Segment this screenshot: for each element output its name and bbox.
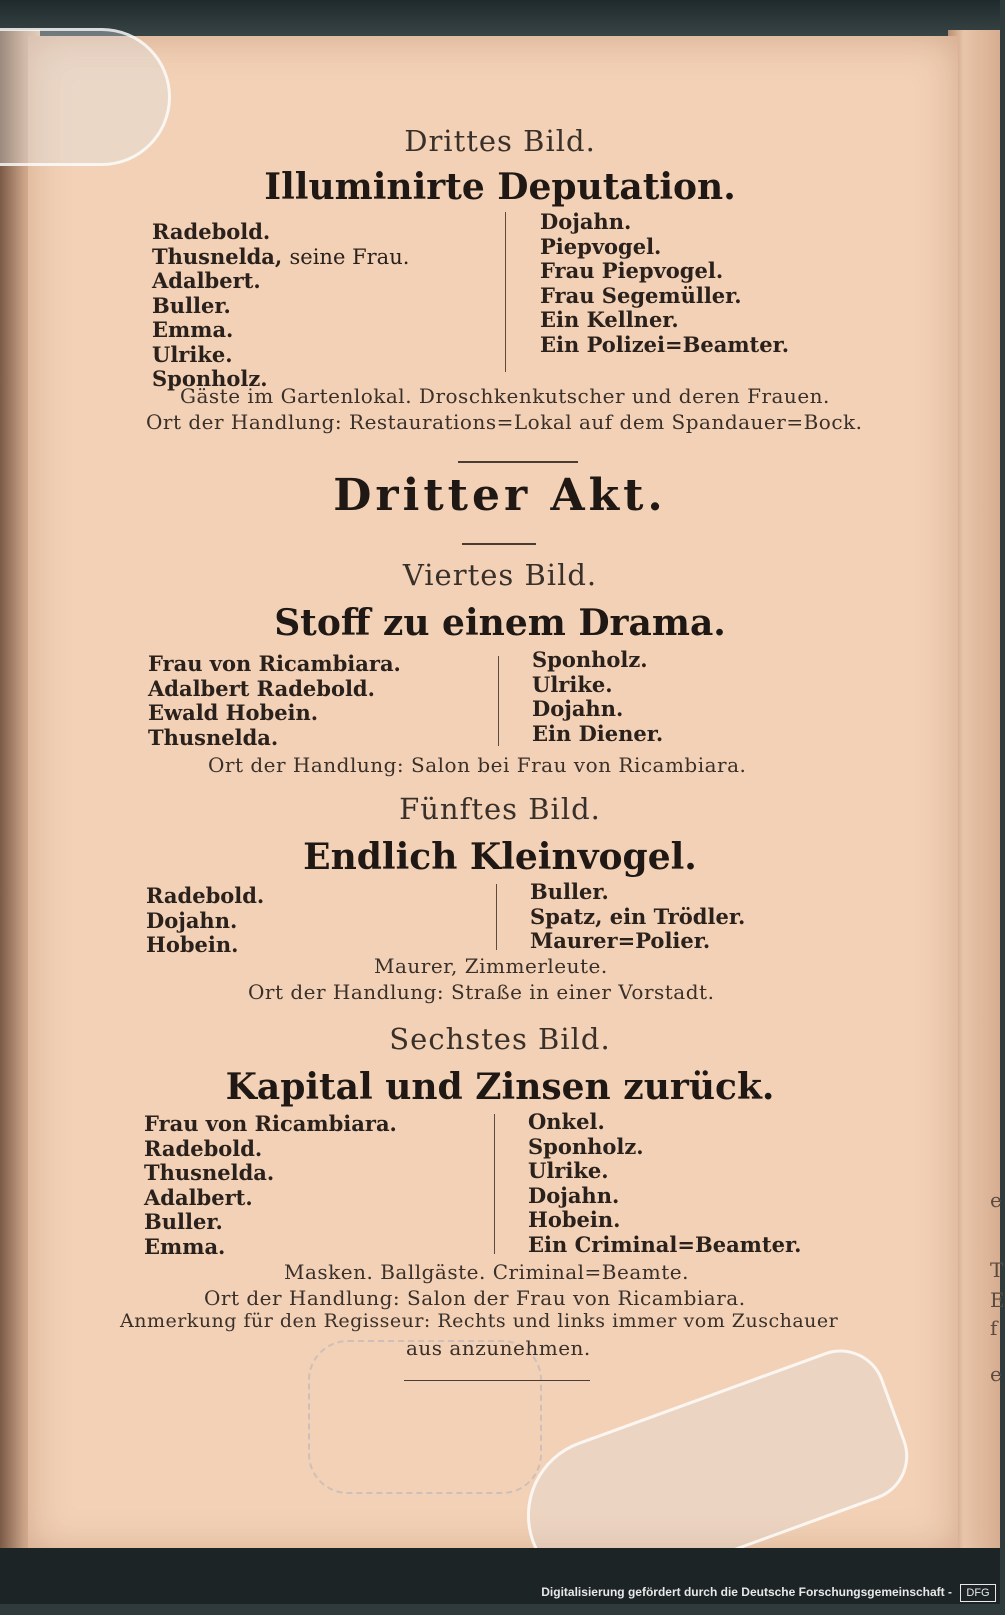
cast-name: Dojahn.	[146, 907, 238, 933]
director-note: Anmerkung für den Regisseur: Rechts und links immer vom Zuschauer	[120, 1310, 839, 1332]
bild6-place: Ort der Handlung: Salon der Frau von Ricambiara.	[204, 1286, 746, 1310]
bild3-title: Illuminirte Deputation.	[264, 166, 736, 208]
column-divider	[496, 884, 497, 950]
bild3-heading: Drittes Bild.	[404, 124, 596, 158]
cast-name: Hobein.	[528, 1207, 621, 1232]
cast-name: Thusnelda.	[144, 1160, 275, 1185]
bild3-cast-left	[152, 220, 409, 392]
director-note-continued: aus anzunehmen.	[406, 1336, 591, 1360]
adjacent-page-letter: f	[990, 1316, 998, 1340]
bild4-heading: Viertes Bild.	[402, 558, 598, 592]
bild6-cast-right	[528, 1110, 801, 1257]
bild5-cast-left	[146, 884, 264, 958]
bild5-heading: Fünftes Bild.	[399, 792, 601, 826]
cast-name: Buller.	[144, 1209, 223, 1234]
cast-name: Sponholz.	[152, 366, 268, 391]
bild6-title: Kapital und Zinsen zurück.	[225, 1066, 775, 1108]
cast-name: Frau von Ricambiara.	[144, 1111, 397, 1136]
adjacent-page-letter: e	[990, 1362, 1002, 1386]
cast-name: Buller.	[152, 292, 231, 318]
cast-name: Thusnelda.	[148, 724, 279, 750]
cast-name: Ulrike.	[152, 341, 233, 367]
bild5-title: Endlich Kleinvogel.	[303, 836, 697, 878]
bild4-cast-left	[148, 652, 401, 750]
cast-name: Ewald Hobein.	[148, 700, 319, 725]
cast-name: Ulrike.	[528, 1158, 609, 1183]
bild5-extras: Maurer, Zimmerleute.	[374, 954, 608, 978]
bild5-place: Ort der Handlung: Straße in einer Vorstadt.	[248, 980, 715, 1004]
bild6-extras: Masken. Ballgäste. Criminal=Beamte.	[284, 1260, 689, 1284]
cast-role: seine Frau.	[289, 244, 410, 269]
cast-name: Piepvogel.	[540, 233, 662, 259]
column-divider	[505, 212, 506, 372]
cast-name: Emma.	[152, 317, 234, 342]
section-rule	[458, 461, 578, 463]
cast-name: Hobein.	[146, 932, 239, 957]
cast-name: Emma.	[144, 1233, 226, 1259]
cast-name: Frau von Ricambiara.	[148, 651, 401, 676]
column-divider	[498, 656, 499, 746]
column-divider	[494, 1114, 495, 1254]
page-clip-top	[0, 28, 171, 166]
cast-name: Frau Piepvogel.	[540, 258, 724, 283]
funding-credit: Digitalisierung gefördert durch die Deutsche Forschungsgemeinschaft -	[541, 1585, 952, 1599]
act-title: Dritter Akt.	[333, 470, 667, 521]
cast-name: Sponholz.	[532, 647, 648, 672]
bild6-cast-left	[144, 1112, 397, 1259]
cast-name: Spatz, ein Trödler.	[530, 903, 746, 929]
cast-name: Ein Polizei=Beamter.	[540, 331, 790, 357]
bild3-place: Ort der Handlung: Restaurations=Lokal auf dem Spandauer=Bock.	[146, 410, 863, 434]
section-rule	[462, 543, 536, 545]
cast-name: Dojahn.	[540, 209, 632, 234]
closing-rule	[404, 1380, 590, 1381]
cast-name: Ulrike.	[532, 671, 613, 697]
bild6-heading: Sechstes Bild.	[389, 1022, 611, 1056]
cast-name: Adalbert.	[152, 268, 261, 293]
cast-name: Dojahn.	[528, 1182, 620, 1208]
cast-name: Buller.	[530, 879, 609, 904]
cast-name: Adalbert.	[144, 1184, 253, 1210]
bild5-cast-right	[530, 880, 745, 954]
cast-name: Radebold.	[146, 883, 265, 908]
bild4-title: Stoff zu einem Drama.	[274, 602, 726, 644]
cast-name: Onkel.	[528, 1109, 605, 1134]
bild3-cast-right	[540, 210, 789, 357]
cast-name: Radebold.	[152, 219, 271, 244]
cast-name: Dojahn.	[532, 696, 624, 721]
cast-name: Frau Segemüller.	[540, 282, 742, 308]
cast-name: Adalbert Radebold.	[148, 675, 375, 701]
bild4-cast-right	[532, 648, 663, 746]
cast-name: Radebold.	[144, 1135, 263, 1161]
adjacent-page-letter: T	[990, 1258, 1004, 1282]
cast-name: Thusnelda, seine Frau.	[152, 243, 410, 269]
cast-name: Ein Diener.	[532, 720, 664, 746]
cast-name: Maurer=Polier.	[530, 928, 711, 953]
dfg-logo: DFG	[960, 1584, 996, 1602]
cast-name: Ein Criminal=Beamter.	[528, 1231, 802, 1257]
adjacent-page-letter: e	[990, 1188, 1002, 1212]
cast-name: Sponholz.	[528, 1133, 644, 1159]
bild3-extras: Gäste im Gartenlokal. Droschkenkutscher und deren Frauen.	[180, 384, 830, 408]
bild4-place: Ort der Handlung: Salon bei Frau von Ricambiara.	[208, 753, 747, 777]
cast-name: Ein Kellner.	[540, 307, 679, 332]
adjacent-page-letter: E	[990, 1288, 1005, 1312]
